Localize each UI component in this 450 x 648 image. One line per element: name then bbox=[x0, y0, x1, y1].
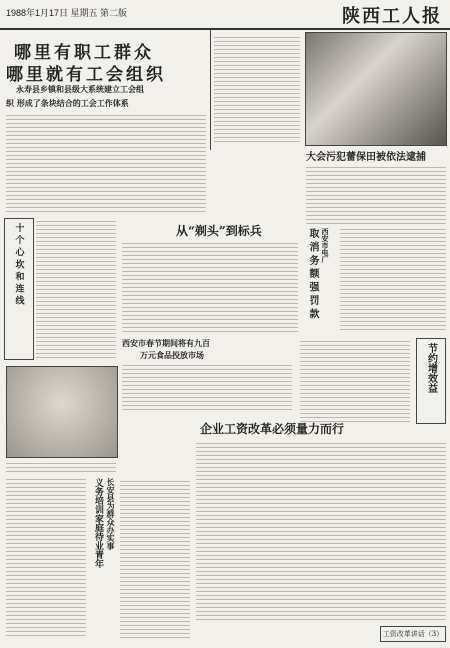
food-body bbox=[122, 362, 292, 412]
headline-1: 哪里有职工群众 bbox=[14, 43, 154, 63]
left-vertical-title: 十 个 心 坎 和 连 线 bbox=[13, 223, 24, 305]
festival-box bbox=[416, 338, 446, 424]
masthead bbox=[0, 0, 450, 30]
subhead-1: 永寿县乡镇和县级大系统建立工会组 bbox=[16, 84, 144, 94]
reform-vertical-title: 义务培训家庭待业青年 bbox=[93, 478, 103, 568]
bank-vertical-title: 长安县为群众办实事 bbox=[106, 478, 116, 550]
masthead-title: 陕西工人报 bbox=[342, 6, 442, 27]
left-story-body bbox=[36, 218, 116, 358]
column-title: 从“剃头”到标兵 bbox=[176, 224, 262, 238]
top-photo bbox=[305, 32, 447, 146]
festival-body bbox=[300, 338, 410, 422]
bottom-left-body bbox=[6, 476, 86, 636]
cartoon-image bbox=[6, 366, 118, 458]
reform-body bbox=[196, 440, 446, 620]
bottom-mid-body bbox=[120, 478, 190, 638]
vertical-box-left bbox=[4, 218, 34, 360]
date-line: 1988年1月17日 星期五 第二版 bbox=[6, 8, 128, 18]
footer-note: 工资改革讲话（3） bbox=[380, 626, 446, 642]
food-subtitle: 万元食品投放市场 bbox=[140, 350, 204, 360]
cartoon-caption bbox=[6, 460, 116, 472]
headline-2: 哪里就有工会组织 bbox=[6, 65, 166, 85]
fire-title: 大会污犯蕾保田被依法逮捕 bbox=[306, 152, 426, 163]
top-story-body bbox=[6, 112, 206, 212]
top-story-cont bbox=[214, 34, 300, 144]
festival-title: 节约增效益 bbox=[425, 343, 437, 393]
subhead-2: 织 形成了条块结合的工会工作体系 bbox=[6, 98, 129, 108]
xian-label: 西安市电厂 bbox=[321, 228, 330, 263]
xian-body bbox=[340, 226, 446, 330]
reform-headline: 企业工资改革必须量力而行 bbox=[200, 422, 345, 436]
xian-vertical-title: 取 消 务 额 强 罚 款 bbox=[307, 228, 318, 319]
fire-body bbox=[306, 164, 446, 224]
food-title: 西安市春节期间将有九百 bbox=[122, 338, 210, 348]
column-body bbox=[122, 240, 298, 334]
